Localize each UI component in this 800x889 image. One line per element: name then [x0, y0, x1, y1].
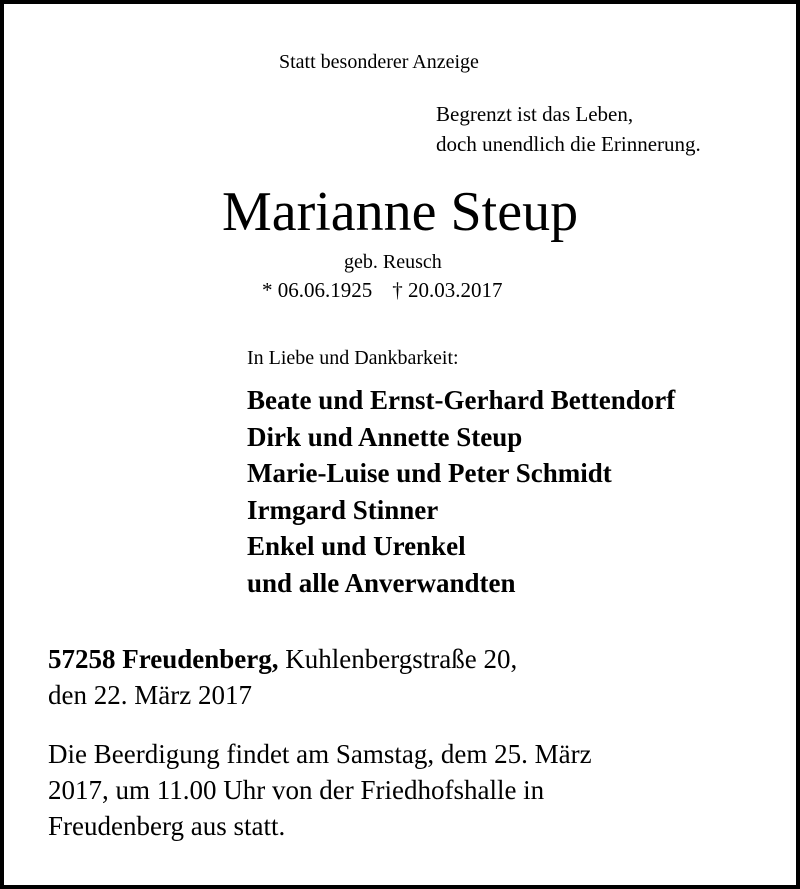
notice-header: Statt besonderer Anzeige [279, 51, 479, 73]
mourners-list [247, 382, 675, 601]
funeral-line: 2017, um 11.00 Uhr von der Friedhofshalle in [48, 775, 545, 805]
maiden-name: geb. Reusch [344, 251, 442, 273]
mourner-entry: Enkel und Urenkel [247, 531, 466, 561]
address-street: Kuhlenbergstraße 20, [278, 644, 518, 674]
mourner-entry: Dirk und Annette Steup [247, 421, 523, 452]
funeral-info [48, 736, 592, 844]
address-block [48, 641, 517, 713]
deceased-name: Marianne Steup [221, 181, 579, 243]
mourner-entry: Irmgard Stinner [247, 494, 439, 525]
birth-date: * 06.06.1925 [262, 278, 373, 302]
thanks-line: In Liebe und Dankbarkeit: [247, 347, 459, 369]
address-city: 57258 Freudenberg, [48, 644, 279, 674]
funeral-line: Die Beerdigung findet am Samstag, dem 25. März [48, 739, 592, 769]
mourner-entry: und alle Anverwandten [247, 567, 516, 598]
mourner-entry: Marie-Luise und Peter Schmidt [247, 458, 612, 488]
death-date: † 20.03.2017 [392, 278, 503, 302]
motto-line: doch unendlich die Erinnerung. [436, 132, 701, 156]
funeral-line: Freudenberg aus statt. [48, 811, 286, 841]
motto-quote [436, 99, 701, 159]
address-date: den 22. März 2017 [48, 680, 252, 710]
mourner-entry: Beate und Ernst-Gerhard Bettendorf [247, 385, 676, 415]
motto-line: Begrenzt ist das Leben, [436, 102, 634, 126]
life-dates [262, 280, 503, 301]
